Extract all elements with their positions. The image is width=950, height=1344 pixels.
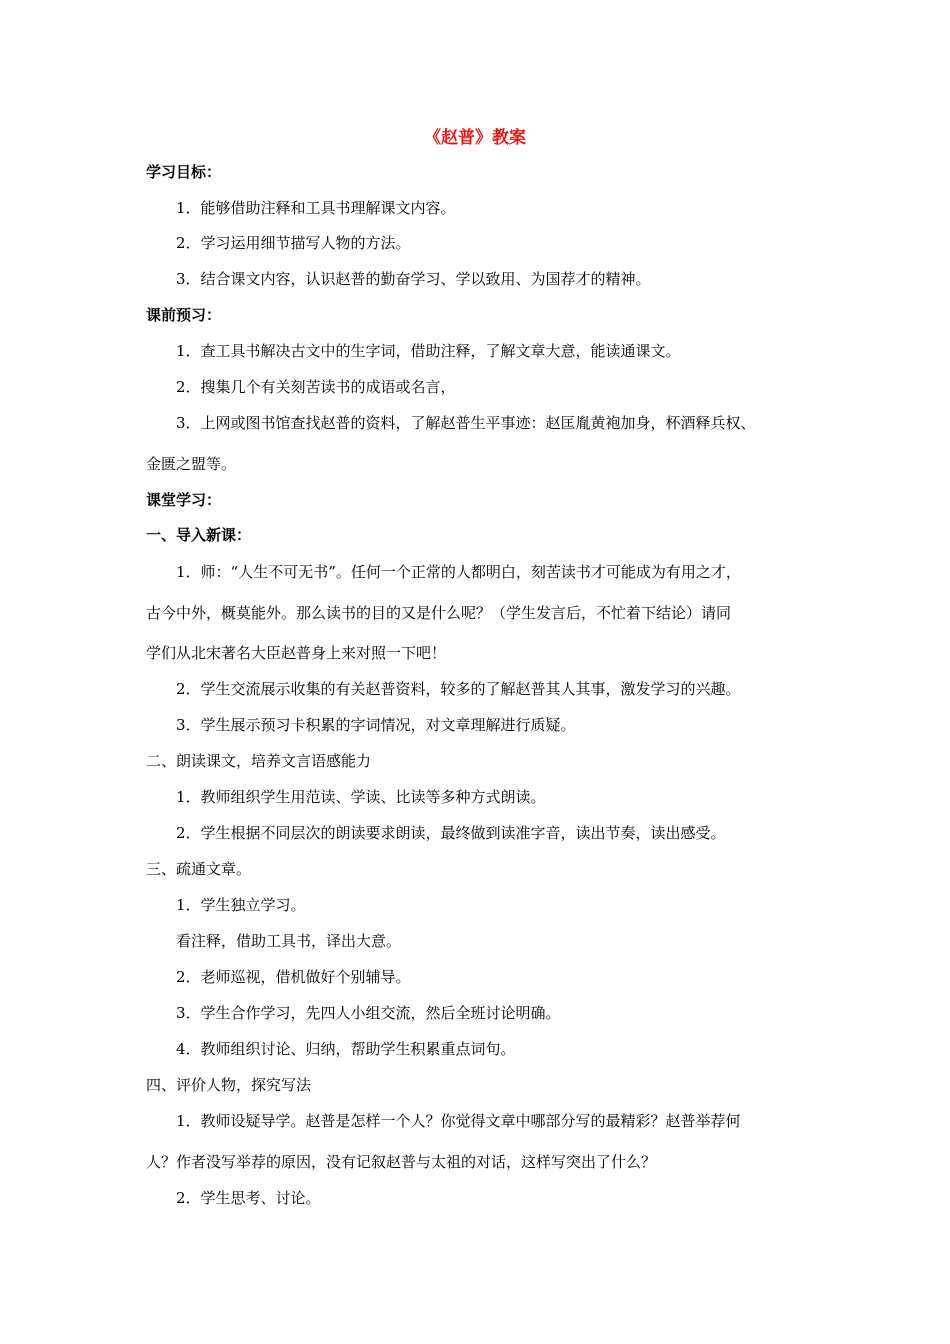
section-heading-1: 一、导入新课： <box>146 526 252 544</box>
paragraph-line: 1．师：“人生不可无书”。任何一个正常的人都明白，刻苦读书才可能成为有用之才， <box>176 563 741 581</box>
section-heading-2: 二、朗读课文，培养文言语感能力 <box>146 752 372 770</box>
goal-item: 2．学习运用细节描写人物的方法。 <box>176 234 411 252</box>
goal-item: 1．能够借助注释和工具书理解课文内容。 <box>176 199 456 217</box>
preview-heading: 课前预习： <box>146 306 222 324</box>
paragraph-line: 2．老师巡视，借机做好个别辅导。 <box>176 968 411 986</box>
preview-item: 2．搜集几个有关刻苦读书的成语或名言， <box>176 378 456 396</box>
section-heading-3: 三、疏通文章。 <box>146 860 252 878</box>
preview-item: 3．上网或图书馆查找赵普的资料，了解赵普生平事迹：赵匡胤黄袍加身，杯酒释兵权、 <box>176 414 756 432</box>
paragraph-line: 4．教师组织讨论、归纳，帮助学生积累重点词句。 <box>176 1040 516 1058</box>
preview-item-continuation: 金匮之盟等。 <box>146 455 237 473</box>
paragraph-line: 2．学生交流展示收集的有关赵普资料，较多的了解赵普其人其事，激发学习的兴趣。 <box>176 680 741 698</box>
section-heading-4: 四、评价人物，探究写法 <box>146 1076 312 1094</box>
paragraph-line: 看注释，借助工具书，译出大意。 <box>176 932 402 950</box>
paragraph-line: 3．学生展示预习卡积累的字词情况，对文章理解进行质疑。 <box>176 716 576 734</box>
page-title: 《赵普》教案 <box>424 128 526 148</box>
paragraph-line: 1．教师组织学生用范读、学读、比读等多种方式朗读。 <box>176 788 546 806</box>
paragraph-line: 1．学生独立学习。 <box>176 896 306 914</box>
goals-heading: 学习目标： <box>146 163 222 181</box>
paragraph-line: 3．学生合作学习，先四人小组交流，然后全班讨论明确。 <box>176 1004 561 1022</box>
paragraph-line: 2．学生根据不同层次的朗读要求朗读，最终做到读准字音，读出节奏，读出感受。 <box>176 824 726 842</box>
paragraph-line: 1．教师设疑导学。赵普是怎样一个人？你觉得文章中哪部分写的最精彩？赵普举荐何 <box>176 1112 741 1130</box>
paragraph-line: 古今中外，概莫能外。那么读书的目的又是什么呢？（学生发言后，不忙着下结论）请同 <box>146 604 732 622</box>
class-heading: 课堂学习： <box>146 491 222 509</box>
paragraph-line: 人？作者没写举荐的原因，没有记叙赵普与太祖的对话，这样写突出了什么？ <box>146 1153 657 1171</box>
paragraph-line: 2．学生思考、讨论。 <box>176 1189 321 1207</box>
paragraph-line: 学们从北宋著名大臣赵普身上来对照一下吧！ <box>146 644 447 662</box>
goal-item: 3．结合课文内容，认识赵普的勤奋学习、学以致用、为国荐才的精神。 <box>176 270 651 288</box>
preview-item: 1．查工具书解决古文中的生字词，借助注释，了解文章大意，能读通课文。 <box>176 342 681 360</box>
